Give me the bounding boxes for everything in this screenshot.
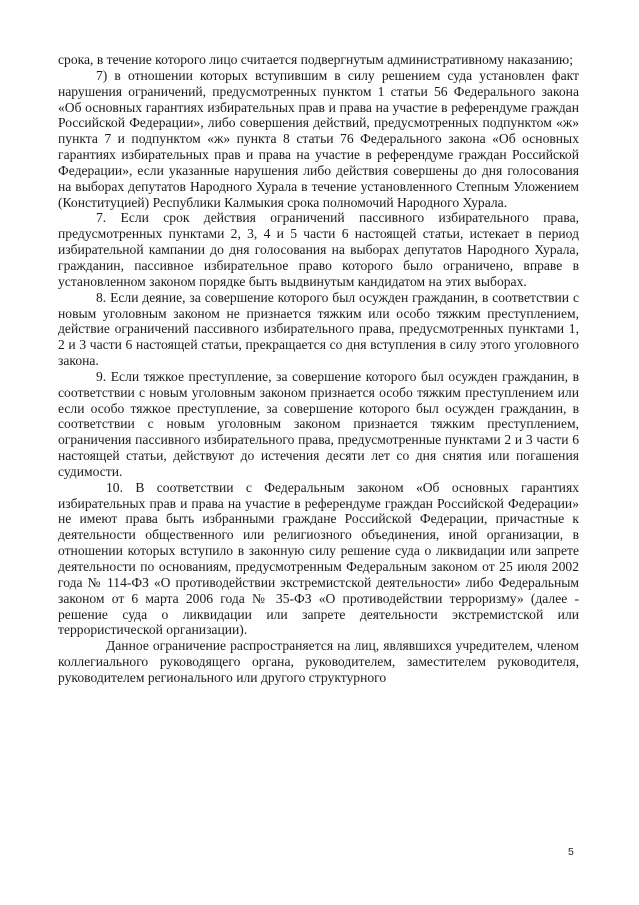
page-number: 5 (568, 846, 574, 858)
document-page (58, 52, 579, 686)
paragraph-continuation: срока, в течение которого лицо считается подвергнутым административному наказанию; (58, 52, 573, 67)
paragraph-restriction-scope: Данное ограничение распространяется на лиц, являвшихся учредителем, членом коллегиального руководящего органа, руководителем, заместителем руководителя, руководителем регионального или другого структурного (58, 638, 579, 685)
paragraph-item-7-subpoint: 7) в отношении которых вступившим в силу решением суда установлен факт нарушения ограничений, предусмотренных пунктом 1 статьи 56 Федерального закона «Об основных гарантиях избирательных прав и права на участие в референдуме граждан Российской Федерации», либо совершения действий, предусмотренных подпунктом «ж» пункта 7 и подпунктом «ж» пункта 8 статьи 76 Федерального закона «Об основных гарантиях избирательных прав и права на участие в референдуме граждан Российской Федерации», если указанные нарушения либо действия совершены до дня голосования на выборах депутатов Народного Хурала в течение установленного Степным Уложением (Конституцией) Республики Калмыкия срока полномочий Народного Хурала. (58, 67, 579, 210)
paragraph-clause-10: 10. В соответствии с Федеральным законом «Об основных гарантиях избирательных прав и права на участие в референдуме граждан Российской Федерации» не имеют права быть избранными граждане Российской Федерации, причастные к деятельности общественного или религиозного объединения, иной организации, в отношении которых вступило в законную силу решение суда о ликвидации или запрете деятельности по основаниям, предусмотренным Федеральным законом от 25 июля 2002 года № 114-ФЗ «О противодействии экстремистской деятельности» либо Федеральным законом от 6 марта 2006 года № 35-ФЗ «О противодействии терроризму» (далее - решение суда о ликвидации или запрете деятельности экстремистской или террористической организации). (58, 479, 579, 638)
paragraph-clause-8: 8. Если деяние, за совершение которого был осужден гражданин, в соответствии с новым уголовным законом не признается тяжким или особо тяжким преступлением, действие ограничений пассивного избирательного права, предусмотренных пунктами 1, 2 и 3 части 6 настоящей статьи, прекращается со дня вступления в силу этого уголовного закона. (58, 289, 579, 369)
paragraph-clause-7: 7. Если срок действия ограничений пассивного избирательного права, предусмотренных пунктами 2, 3, 4 и 5 части 6 настоящей статьи, истекает в период избирательной кампании до дня голосования на выборах депутатов Народного Хурала, гражданин, пассивное избирательное право которого было ограничено, вправе в установленном законом порядке быть выдвинутым кандидатом на этих выборах. (58, 210, 579, 289)
paragraph-clause-9: 9. Если тяжкое преступление, за совершение которого был осужден гражданин, в соответствии с новым уголовным законом признается особо тяжким преступлением или если особо тяжкое преступление, за совершение которого был осужден гражданин, в соответствии с новым уголовным законом признается тяжким преступлением, ограничения пассивного избирательного права, предусмотренные пунктами 2 и 3 части 6 настоящей статьи, действуют до истечения десяти лет со дня снятия или погашения судимости. (58, 368, 579, 479)
